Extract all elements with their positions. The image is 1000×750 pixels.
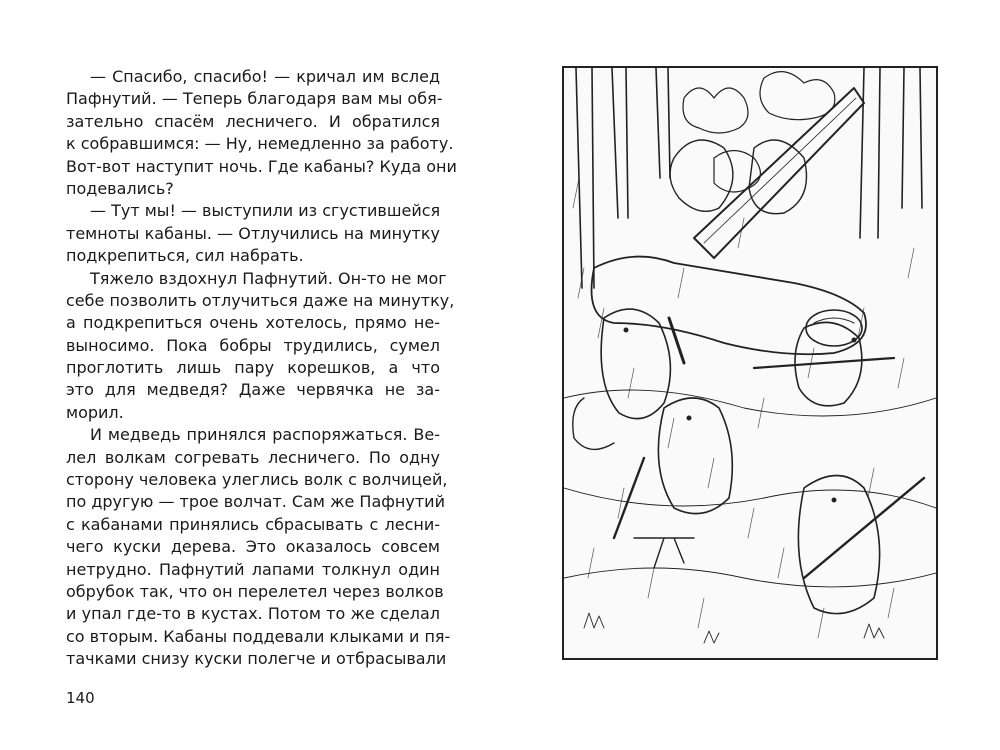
text-line: И медведь принялся распоряжаться. Ве- [90,425,440,445]
text-line: подевались? [66,178,174,198]
text-line: по другую — трое волчат. Сам же Пафнутий [66,492,445,512]
text-line: Вот-вот наступит ночь. Где кабаны? Куда они [66,156,457,176]
text-line: сторону человека улеглись волк с волчицей, [66,470,448,490]
text-line: — Спасибо, спасибо! — кричал им вслед [90,67,440,86]
text-line: лел волкам согревать лесничего. По одну [66,447,440,467]
text-line: и упал где-то в кустах. Потом то же сделал [66,604,440,624]
text-line: Тяжело вздохнул Пафнутий. Он-то не мог [90,268,447,288]
text-line: нетрудно. Пафнутий лапами толкнул один [66,559,440,579]
forest-beavers-illustration [562,66,938,660]
text-line: темноты кабаны. — Отлучились на минутку [66,223,440,243]
text-line: обрубок так, что он перелетел через волков [66,581,444,601]
text-line: тачками снизу куски полегче и отбрасывали [66,649,447,669]
text-line: это для медведя? Даже червячка не за- [66,380,440,400]
text-line: себе позволить отлучиться даже на минутку, [66,290,455,310]
text-line: выносимо. Пока бобры трудились, сумел [66,335,440,355]
text-line: морил. [66,402,124,422]
text-line: проглотить лишь пару корешков, а что [66,358,440,378]
right-page [500,0,1000,750]
text-line: — Тут мы! — выступили из сгустившейся [90,201,441,221]
text-line: со вторым. Кабаны поддевали клыками и пя- [66,626,451,646]
body-text [66,66,457,671]
text-line: подкрепиться, сил набрать. [66,246,304,266]
text-line: а подкрепиться очень хотелось, прямо не- [66,313,440,333]
text-line: Пафнутий. — Теперь благодаря вам мы обя- [66,89,443,109]
page-number: 140 [66,689,95,707]
text-line: с кабанами принялись сбрасывать с лесни- [66,514,440,534]
text-line: зательно спасём лесничего. И обратился [66,111,440,131]
text-line: чего куски дерева. Это оказалось совсем [66,537,440,557]
text-line: к собравшимся: — Ну, немедленно за работу. [66,134,454,154]
